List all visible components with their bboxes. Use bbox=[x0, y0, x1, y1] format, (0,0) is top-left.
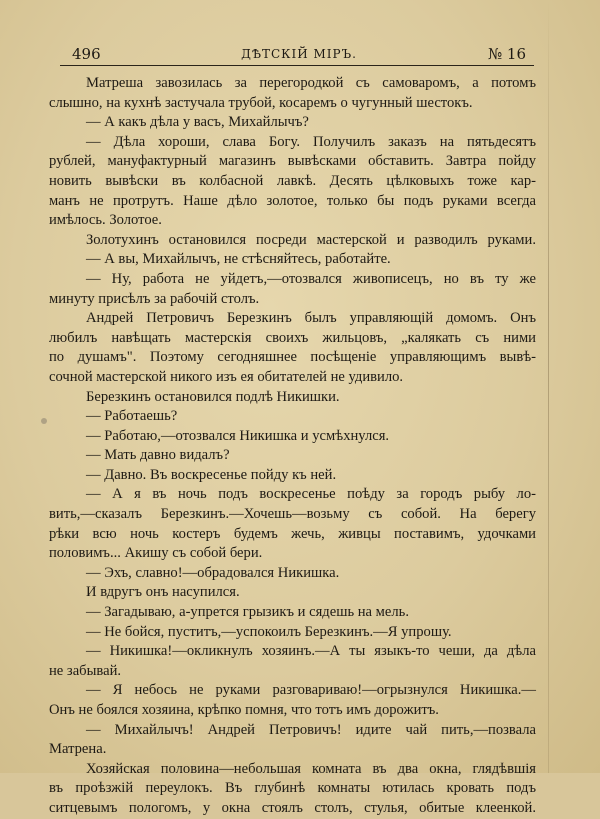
text-line: — Работаешь? bbox=[86, 408, 178, 425]
journal-title: ДѢТСКІЙ МІРЪ. bbox=[241, 47, 357, 61]
paper-spot bbox=[41, 418, 47, 424]
page-crease bbox=[548, 0, 549, 773]
text-line: — Не бойся, пуститъ,—успокоилъ Березкинъ.—Я упрошу. bbox=[86, 623, 452, 640]
text-line: Онъ не боялся хозяина, крѣпко помня, что тотъ имъ дорожитъ. bbox=[49, 702, 439, 718]
running-head bbox=[72, 43, 526, 65]
text-line: манъ не протрутъ. Наше дѣло золотое, только бы подъ руками всегда bbox=[49, 192, 536, 209]
text-line: по душамъ". Поэтому сегодняшнее посѣщеніе управляющимъ вывѣ- bbox=[49, 349, 536, 366]
text-line: слышно, на кухнѣ застучала трубой, косаремъ о чугунный шестокъ. bbox=[49, 94, 473, 111]
text-line: ситцевымъ пологомъ, у окна стоялъ столъ, стулья, обитые клеенкой. bbox=[49, 799, 536, 816]
text-line: Матреша завозилась за перегородкой съ самоваромъ, а потомъ bbox=[86, 75, 536, 91]
text-line: — Ну, работа не уйдетъ,—отозвался живописецъ, но въ ту же bbox=[86, 270, 536, 287]
text-line: И вдругъ онъ насупился. bbox=[86, 584, 240, 601]
text-line: имѣлось. Золотое. bbox=[49, 212, 162, 229]
text-line: не забывай. bbox=[49, 662, 122, 679]
text-line: половимъ... Акишу съ собой бери. bbox=[49, 545, 263, 562]
text-line: новить вывѣски въ колбасной лавкѣ. Десять цѣлковыхъ тоже кар- bbox=[49, 172, 536, 189]
text-line: — А вы, Михайлычъ, не стѣсняйтесь, работайте. bbox=[86, 251, 391, 268]
text-line: любилъ навѣщать мастерскія своихъ жильцовъ, „калякать съ ними bbox=[49, 329, 536, 346]
text-line: — Давно. Въ воскресенье пойду къ ней. bbox=[86, 466, 337, 483]
text-line: рублей, мануфактурный магазинъ вывѣсками обставить. Завтра пойду bbox=[49, 153, 536, 170]
text-line: Березкинъ остановился подлѣ Никишки. bbox=[86, 388, 340, 405]
text-line: минуту присѣлъ за рабочій столъ. bbox=[49, 290, 260, 307]
text-line: — Михайлычъ! Андрей Петровичъ! идите чай пить,—позвала bbox=[86, 721, 536, 738]
text-line: — Загадываю, а-упрется грызикъ и сядешь на мель. bbox=[86, 604, 409, 621]
story-text bbox=[49, 74, 536, 819]
text-line: — Я небось не руками разговариваю!—огрызнулся Никишка.— bbox=[86, 682, 536, 699]
text-line: вить,—сказалъ Березкинъ.—Хочешь—возьму съ собой. На берегу bbox=[49, 506, 536, 523]
text-line: сочной мастерской никого изъ ея обитателей не удивило. bbox=[49, 368, 404, 385]
text-line: въ проѣзжій переулокъ. Въ глубинѣ комнаты ютилась кровать подъ bbox=[49, 780, 536, 797]
text-line: — Мать давно видалъ? bbox=[86, 447, 230, 464]
text-line: Золотухинъ остановился посреди мастерской и разводилъ руками. bbox=[86, 231, 536, 248]
text-line: — Никишка!—окликнулъ хозяинъ.—А ты языкъ-то чеши, да дѣла bbox=[86, 643, 536, 660]
text-line: Хозяйская половина—небольшая комната въ два окна, глядѣвшія bbox=[86, 760, 536, 777]
text-line: — Эхъ, славно!—обрадовался Никишка. bbox=[86, 564, 340, 581]
issue-number: № 16 bbox=[487, 45, 526, 63]
text-line: — Дѣла хороши, слава Богу. Получилъ заказъ на пятьдесятъ bbox=[86, 133, 536, 150]
text-line: Андрей Петровичъ Березкинъ былъ управляющій домомъ. Онъ bbox=[86, 310, 536, 327]
text-line: — А какъ дѣла у васъ, Михайлычъ? bbox=[86, 114, 309, 131]
text-line: Матрена. bbox=[49, 741, 107, 758]
header-rule bbox=[60, 65, 534, 66]
page-number: 496 bbox=[72, 45, 101, 63]
text-line: рѣки всю ночь костеръ будемъ жечь, живцы поставимъ, удочками bbox=[49, 525, 536, 542]
text-line: — А я въ ночь подъ воскресенье поѣду за городъ рыбу ло- bbox=[86, 486, 536, 503]
text-line: — Работаю,—отозвался Никишка и усмѣхнулся. bbox=[86, 427, 390, 444]
